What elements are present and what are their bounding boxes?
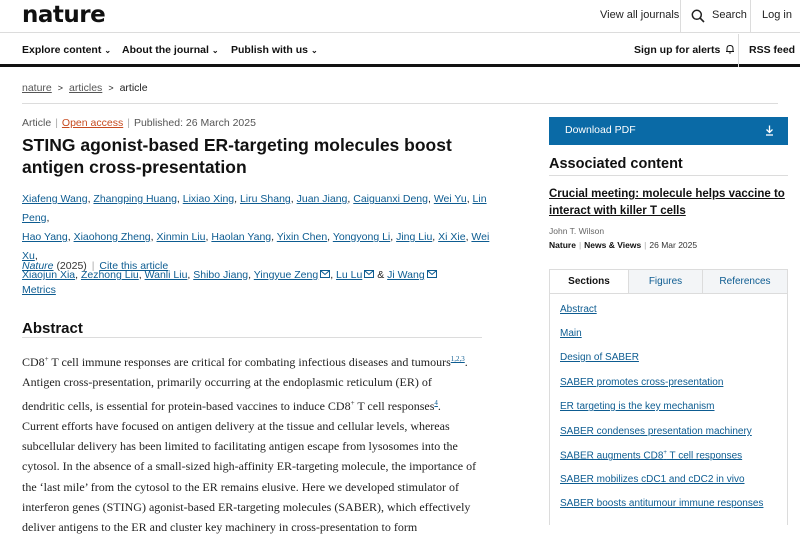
section-link-main[interactable]: Main bbox=[560, 328, 582, 339]
abstract-divider bbox=[22, 337, 482, 338]
login-link[interactable]: Log in bbox=[762, 9, 792, 21]
article-type: Article bbox=[22, 117, 52, 129]
abstract-line: interferon genes (STING) agonist-based ER-targeting molecules (SABER), which effectively bbox=[22, 500, 471, 515]
superscript-plus: + bbox=[44, 355, 49, 363]
abstract-line: subcellular delivery has been limited to facilitating antigen escape from lysosomes into the bbox=[22, 439, 458, 454]
view-all-journals-link[interactable]: View all journals bbox=[600, 9, 680, 21]
author-link[interactable]: Lin Peng bbox=[22, 193, 487, 224]
mail-icon[interactable] bbox=[427, 270, 437, 278]
associated-article-link[interactable]: Crucial meeting: molecule helps vaccine to interact with killer T cells bbox=[549, 188, 785, 217]
sidebar-tabs bbox=[549, 269, 788, 294]
nav-publish-label: Publish with us bbox=[231, 44, 309, 56]
associated-type: News & Views bbox=[584, 240, 642, 250]
nav-explore-label: Explore content bbox=[22, 44, 102, 56]
abstract-line: cytosol. In the absence of a small-sized high-affinity ER-targeting molecule, the importance of bbox=[22, 459, 477, 474]
associated-date: 26 Mar 2025 bbox=[649, 240, 698, 250]
author-link[interactable]: Lixiao Xing bbox=[182, 193, 235, 205]
author-link[interactable]: Lu Lu bbox=[336, 269, 363, 281]
author-list: Xiafeng Wang, Zhangping Huang, Lixiao Xing, Liru Shang, Juan Jiang, Caiguanxi Deng, Wei Yu, Lin Peng, Hao Yang, Xiaohong Zheng, Xinmin Liu, Haolan Yang, Yixin Chen, Yongyong Li, Jing Liu, Xi Xie, Wei Xu, Xiaojun Xia, Zezhong Liu, Wanli Liu, Shibo Jiang, Yingyue Zeng , Lu Lu & Ji Wang bbox=[22, 193, 490, 281]
author-link[interactable]: Xinmin Liu bbox=[156, 231, 206, 243]
download-icon bbox=[765, 125, 774, 136]
section-link-condenses[interactable]: SABER condenses presentation machinery bbox=[560, 426, 752, 437]
tab-figures[interactable]: Figures bbox=[648, 276, 683, 287]
abstract-line: T cell immune responses are critical for combating infectious diseases and tumours bbox=[48, 355, 451, 369]
author-link[interactable]: Xiafeng Wang bbox=[22, 193, 88, 205]
superscript-plus: + bbox=[663, 450, 667, 456]
author-link[interactable]: Caiguanxi Deng bbox=[353, 193, 428, 205]
abstract-text bbox=[22, 349, 492, 538]
abstract-line: Antigen cross-presentation, primarily occurring at the endoplasmic reticulum (ER) of bbox=[22, 375, 432, 390]
download-pdf-button[interactable] bbox=[549, 117, 788, 145]
associated-content-heading: Associated content bbox=[549, 156, 683, 172]
mail-icon[interactable] bbox=[364, 270, 374, 278]
author-link[interactable]: Wanli Liu bbox=[144, 269, 188, 281]
sign-up-alerts-link[interactable] bbox=[634, 44, 735, 56]
alerts-label: Sign up for alerts bbox=[634, 44, 721, 56]
metrics-link[interactable]: Metrics bbox=[22, 284, 56, 296]
journal-year: (2025) bbox=[56, 260, 87, 272]
author-link[interactable]: Wei Xu bbox=[22, 231, 490, 262]
abstract-period: . bbox=[464, 355, 468, 369]
author-link[interactable]: Liru Shang bbox=[239, 193, 291, 205]
abstract-line: T cell responses bbox=[354, 398, 435, 413]
reference-link[interactable]: 4 bbox=[434, 398, 438, 407]
reference-link[interactable]: 1,2,3 bbox=[450, 355, 465, 363]
section-link-mobilizes[interactable]: SABER mobilizes cDC1 and cDC2 in vivo bbox=[560, 474, 745, 485]
rss-feed-link[interactable]: RSS feed bbox=[749, 44, 796, 56]
abstract-heading: Abstract bbox=[22, 320, 83, 337]
superscript-plus: + bbox=[350, 398, 355, 407]
author-link[interactable]: Xiaohong Zheng bbox=[73, 231, 151, 243]
article-title: STING agonist-based ER-targeting molecules boost antigen cross-presentation bbox=[22, 135, 452, 177]
abstract-line: the ‘last mile’ from the cytosol to the ER remains elusive. Here we developed stimulator of bbox=[22, 479, 459, 494]
author-link[interactable]: Ji Wang bbox=[387, 269, 425, 281]
chevron-right-icon: > bbox=[57, 83, 64, 93]
author-link[interactable]: Yongyong Li bbox=[332, 231, 391, 243]
chevron-right-icon: > bbox=[108, 83, 114, 93]
nav-publish[interactable] bbox=[231, 44, 318, 56]
author-link[interactable]: Wei Yu bbox=[433, 193, 467, 205]
journal-link[interactable]: Nature bbox=[22, 260, 54, 272]
breadcrumb-divider bbox=[22, 103, 778, 104]
chevron-down-icon: ⌄ bbox=[211, 46, 219, 55]
author-link[interactable]: Yixin Chen bbox=[276, 231, 328, 243]
tab-references[interactable]: References bbox=[719, 276, 771, 287]
tab-sections[interactable]: Sections bbox=[550, 270, 628, 293]
abstract-line: Current efforts have focused on antigen delivery at the tissue and cellular levels, whereas bbox=[22, 418, 450, 433]
author-link[interactable]: Shibo Jiang bbox=[193, 269, 249, 281]
section-link-cd8-suffix: T cell responses bbox=[666, 450, 743, 462]
associated-divider bbox=[549, 175, 788, 176]
breadcrumb bbox=[22, 82, 148, 94]
cite-this-article-link[interactable]: Cite this article bbox=[99, 260, 169, 272]
section-link-abstract[interactable]: Abstract bbox=[560, 304, 597, 315]
section-link-cd8[interactable] bbox=[560, 450, 742, 461]
author-link[interactable]: Haolan Yang bbox=[211, 231, 272, 243]
breadcrumb-articles[interactable]: articles bbox=[69, 82, 103, 94]
chevron-down-icon: ⌄ bbox=[104, 46, 112, 55]
journal-citation-line: Nature (2025) | Cite this article bbox=[22, 260, 169, 272]
associated-journal: Nature bbox=[549, 240, 576, 250]
nav-about-journal[interactable] bbox=[122, 44, 219, 56]
author-link[interactable]: Xiaojun Xia bbox=[22, 269, 76, 281]
author-link[interactable]: Zhangping Huang bbox=[93, 193, 177, 205]
open-access-link[interactable]: Open access bbox=[61, 117, 124, 129]
section-link-cross-presentation[interactable]: SABER promotes cross-presentation bbox=[560, 377, 724, 388]
nav-explore-content[interactable] bbox=[22, 44, 111, 56]
article-meta: Article | Open access | Published: 26 March 2025 bbox=[22, 117, 256, 129]
author-link[interactable]: Xi Xie bbox=[438, 231, 466, 243]
main-nav bbox=[0, 34, 800, 67]
author-link[interactable]: Hao Yang bbox=[22, 231, 68, 243]
chevron-down-icon: ⌄ bbox=[311, 46, 318, 55]
abstract-line: deliver antigens to the ER and cluster key machinery in cross-presentation to form bbox=[22, 520, 418, 535]
divider bbox=[738, 34, 739, 67]
search-icon[interactable] bbox=[691, 9, 705, 23]
abstract-line: CD8 bbox=[22, 355, 45, 369]
section-link-er-targeting[interactable]: ER targeting is the key mechanism bbox=[560, 401, 715, 412]
bell-icon bbox=[725, 44, 735, 54]
published-date: Published: 26 March 2025 bbox=[133, 117, 256, 129]
abstract-period: . bbox=[437, 398, 441, 413]
divider bbox=[750, 0, 751, 33]
associated-author: John T. Wilson bbox=[549, 226, 605, 236]
breadcrumb-nature[interactable]: nature bbox=[22, 82, 52, 94]
author-link[interactable]: Yingyue Zeng bbox=[253, 269, 319, 281]
associated-meta: Nature | News & Views | 26 Mar 2025 bbox=[549, 240, 698, 250]
top-bar bbox=[0, 0, 800, 33]
section-link-antitumour[interactable]: SABER boosts antitumour immune responses bbox=[560, 498, 764, 509]
divider bbox=[680, 0, 681, 33]
author-link[interactable]: Zezhong Liu bbox=[80, 269, 139, 281]
author-link[interactable]: Jing Liu bbox=[396, 231, 433, 243]
section-link-design[interactable]: Design of SABER bbox=[560, 352, 639, 363]
abstract-line: dendritic cells, is essential for protein-based vaccines to induce CD8 bbox=[22, 398, 351, 413]
sections-list bbox=[549, 294, 788, 525]
download-pdf-label: Download PDF bbox=[565, 124, 636, 136]
author-link[interactable]: Juan Jiang bbox=[296, 193, 348, 205]
mail-icon[interactable] bbox=[320, 270, 330, 278]
nature-logo[interactable]: nature bbox=[22, 2, 106, 28]
section-link-cd8-label: SABER augments CD8 bbox=[560, 450, 664, 462]
search-link[interactable]: Search bbox=[712, 9, 747, 21]
nav-about-label: About the journal bbox=[122, 44, 209, 56]
breadcrumb-article: article bbox=[119, 82, 148, 94]
